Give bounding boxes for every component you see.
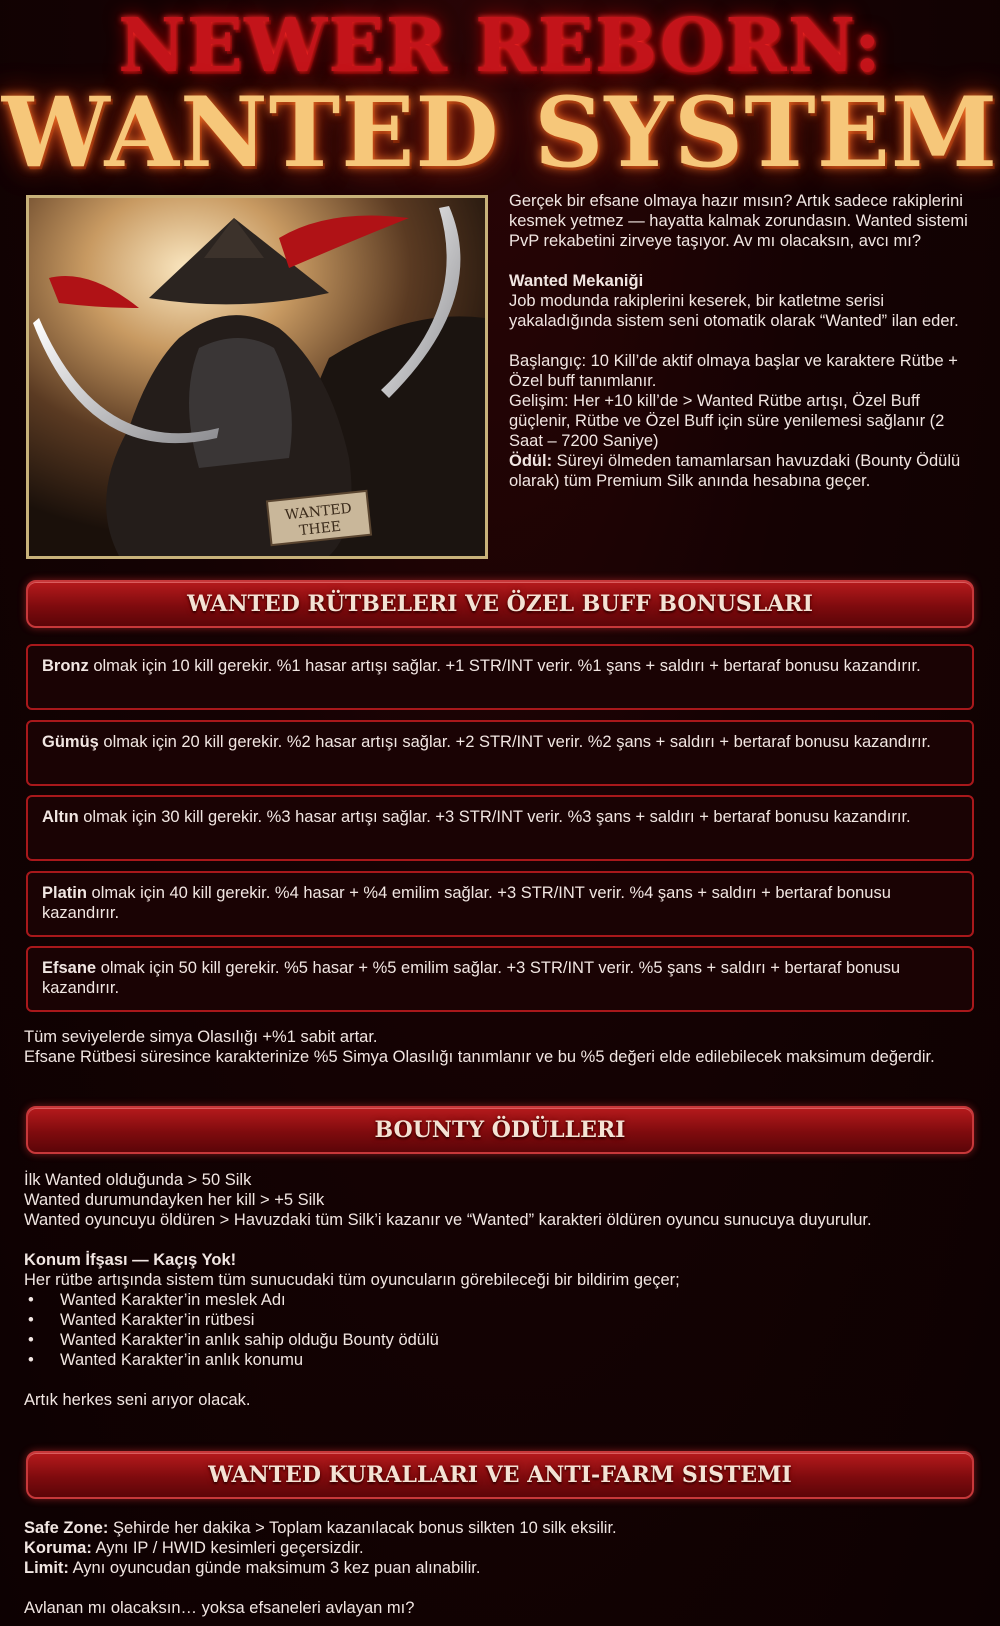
rank-description: olmak için 40 kill gerekir. %4 hasar + %4 emilim sağlar. +3 STR/INT verir. %4 şans + saldırı + bertaraf bonusu kazandırır. bbox=[42, 884, 891, 922]
wanted-sign-text-1: WANTED bbox=[284, 500, 353, 524]
rank-name: Platin bbox=[42, 884, 87, 902]
rank-name: Bronz bbox=[42, 657, 89, 675]
ranks-section-title: WANTED RÜTBELERI VE ÖZEL BUFF BONUSLARI bbox=[187, 591, 813, 617]
ranks-notes bbox=[24, 1027, 974, 1067]
reward-label: Ödül: bbox=[509, 452, 553, 470]
warrior-artwork bbox=[29, 198, 485, 556]
rank-name: Efsane bbox=[42, 959, 97, 977]
location-title: Konum İfşası — Kaçış Yok! bbox=[24, 1251, 237, 1269]
progress-text: Gelişim: Her +10 kill’de > Wanted Rütbe artışı, Özel Buff güçlenir, Rütbe ve Özel Buff için süre yenilemesi sağlanır (2 Saat – 7200 Saniye) bbox=[509, 392, 945, 450]
location-bullet-list bbox=[24, 1290, 974, 1370]
rule-safe-zone: Safe Zone: Şehirde her dakika > Toplam kazanılacak bonus silkten 10 silk eksilir. bbox=[24, 1519, 617, 1537]
rules-closing: Avlanan mı olacaksın… yoksa efsaneleri avlayan mı? bbox=[24, 1599, 415, 1617]
rank-card-efsane bbox=[26, 946, 974, 1012]
bounty-content bbox=[24, 1170, 974, 1410]
list-item: • Wanted Karakter’in meslek Adı bbox=[24, 1290, 974, 1310]
hero-header bbox=[0, 0, 1000, 190]
wanted-sign-text-2: THEE bbox=[298, 518, 342, 540]
ranks-note-2: Efsane Rütbesi süresince karakterinize %5 Simya Olasılığı tanımlanır ve bu %5 değeri elde edilebilecek maksimum değerdir. bbox=[24, 1048, 935, 1066]
list-item: • Wanted Karakter’in rütbesi bbox=[24, 1310, 974, 1330]
bounty-line-3: Wanted oyuncuyu öldüren > Havuzdaki tüm Silk’i kazanır ve “Wanted” karakteri öldüren oyuncu sunucuya duyurulur. bbox=[24, 1211, 872, 1229]
rules-content bbox=[24, 1518, 974, 1618]
intro-paragraph: Gerçek bir efsane olmaya hazır mısın? Artık sadece rakiplerini kesmek yetmez — hayatta kalmak zorundasın. Wanted sistemi PvP rekabetini zirveye taşıyor. Av mı olacaksın, avcı mı? bbox=[509, 192, 968, 250]
bounty-section-title: BOUNTY ÖDÜLLERI bbox=[374, 1117, 626, 1143]
rank-card-altin bbox=[26, 795, 974, 861]
bounty-closing: Artık herkes seni arıyor olacak. bbox=[24, 1391, 251, 1409]
rank-card-platin bbox=[26, 871, 974, 937]
mechanic-title: Wanted Mekaniği bbox=[509, 272, 644, 290]
reward-text: Ödül: Süreyi ölmeden tamamlarsan havuzdaki (Bounty Ödülü olarak) tüm Premium Silk anında hesabına geçer. bbox=[509, 452, 961, 490]
ranks-note-1: Tüm seviyelerde simya Olasılığı +%1 sabit artar. bbox=[24, 1028, 378, 1046]
location-text: Her rütbe artışında sistem tüm sunucudaki tüm oyuncuların görebileceği bir bildirim geçer; bbox=[24, 1271, 680, 1289]
title-line-2: WANTED SYSTEM bbox=[1, 76, 999, 189]
rule-protection: Koruma: Aynı IP / HWID kesimleri geçersizdir. bbox=[24, 1539, 364, 1557]
intro-text bbox=[509, 191, 979, 491]
wanted-warrior-illustration bbox=[26, 195, 488, 559]
rules-section-banner bbox=[26, 1451, 974, 1499]
list-item: • Wanted Karakter’in anlık konumu bbox=[24, 1350, 974, 1370]
bounty-line-1: İlk Wanted olduğunda > 50 Silk bbox=[24, 1171, 252, 1189]
rank-name: Altın bbox=[42, 808, 79, 826]
rank-description: olmak için 50 kill gerekir. %5 hasar + %5 emilim sağlar. +3 STR/INT verir. %5 şans + saldırı + bertaraf bonusu kazandırır. bbox=[42, 959, 901, 997]
rules-section-title: WANTED KURALLARI VE ANTI-FARM SISTEMI bbox=[208, 1462, 792, 1488]
rank-description: olmak için 10 kill gerekir. %1 hasar artışı sağlar. +1 STR/INT verir. %1 şans + saldırı + bertaraf bonusu kazandırır. bbox=[88, 657, 921, 675]
bounty-line-2: Wanted durumundayken her kill > +5 Silk bbox=[24, 1191, 325, 1209]
title-line-1: NEWER REBORN: bbox=[118, 3, 882, 89]
start-text: Başlangıç: 10 Kill’de aktif olmaya başlar ve karaktere Rütbe + Özel buff tanımlanır. bbox=[509, 352, 958, 390]
rank-name: Gümüş bbox=[42, 733, 99, 751]
bounty-section-banner bbox=[26, 1106, 974, 1154]
ranks-section-banner bbox=[26, 580, 974, 628]
rank-card-bronz bbox=[26, 644, 974, 710]
rank-description: olmak için 20 kill gerekir. %2 hasar artışı sağlar. +2 STR/INT verir. %2 şans + saldırı + bertaraf bonusu kazandırır. bbox=[98, 733, 931, 751]
rank-card-gumus bbox=[26, 720, 974, 786]
mechanic-text: Job modunda rakiplerini keserek, bir katletme serisi yakaladığında sistem seni otomatik olarak “Wanted” ilan eder. bbox=[509, 292, 959, 330]
rank-description: olmak için 30 kill gerekir. %3 hasar artışı sağlar. +3 STR/INT verir. %3 şans + saldırı + bertaraf bonusu kazandırır. bbox=[78, 808, 911, 826]
list-item: • Wanted Karakter’in anlık sahip olduğu Bounty ödülü bbox=[24, 1330, 974, 1350]
rule-limit: Limit: Aynı oyuncudan günde maksimum 3 kez puan alınabilir. bbox=[24, 1559, 481, 1577]
